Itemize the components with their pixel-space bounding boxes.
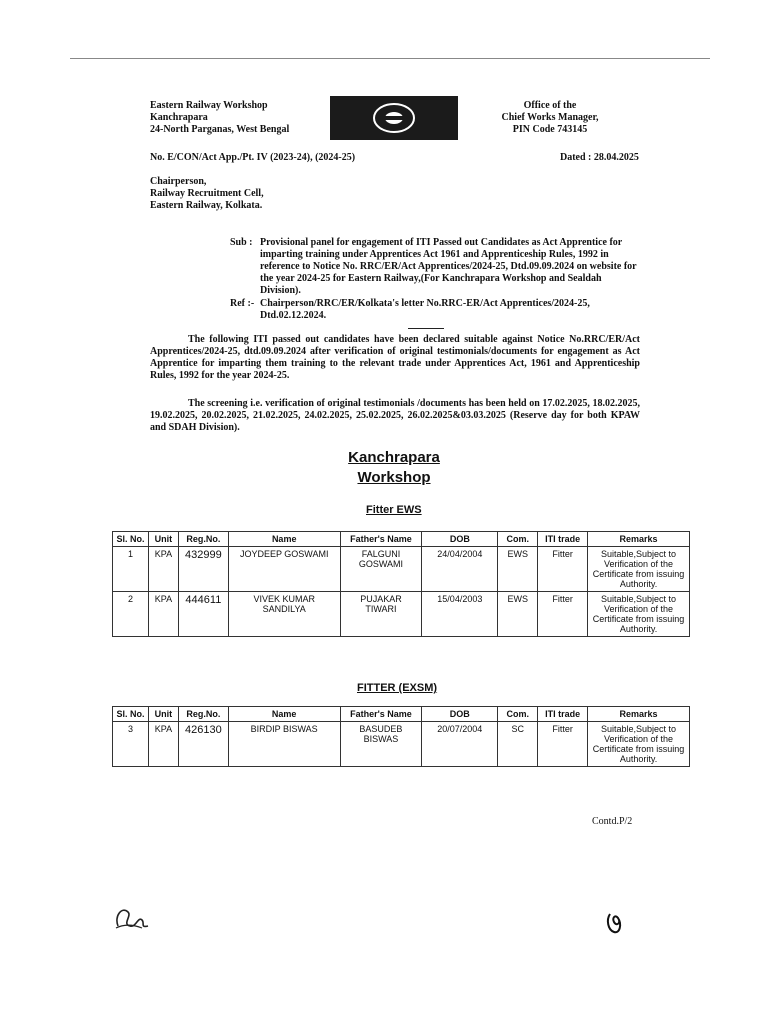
column-header: DOB [422, 532, 498, 547]
candidate-table-fitter-ews [112, 531, 690, 637]
addressee-line: Eastern Railway, Kolkata. [150, 200, 263, 211]
office-line: PIN Code 743145 [512, 124, 588, 135]
column-header: Com. [498, 707, 538, 722]
table-cell: 15/04/2003 [422, 592, 498, 637]
table-cell: 444611 [178, 592, 228, 637]
office-address [500, 100, 600, 136]
subject-label: Sub : [230, 237, 253, 248]
table-cell: SC [498, 722, 538, 767]
table-row [113, 592, 690, 637]
office-line: Chief Works Manager, [501, 112, 599, 123]
column-header: Unit [148, 532, 178, 547]
table-cell: BIRDIP BISWAS [228, 722, 340, 767]
table-cell: VIVEK KUMAR SANDILYA [228, 592, 340, 637]
body-paragraph: The following ITI passed out candidates have been declared suitable against Notice No.RRC/ER/Act Apprentices/2024-25, dtd.09.09.2024 after verification of original testimonials/documents for engagement as Act Apprentice for imparting them training to the relevant trade under Apprentices Act, 1961 and Apprenticeship Rules, 1992 for the year 2024-25. [150, 334, 640, 381]
table-title-fitter-exsm: FITTER (EXSM) [357, 682, 438, 694]
table-row [113, 722, 690, 767]
divider [408, 328, 444, 329]
table-cell: Fitter [538, 722, 588, 767]
scan-top-line [70, 58, 710, 59]
continued-note: Contd.P/2 [592, 816, 633, 827]
office-line: Office of the [523, 100, 577, 111]
column-header: Remarks [588, 707, 690, 722]
column-header: Unit [148, 707, 178, 722]
addressee-line: Chairperson, [150, 176, 207, 187]
candidate-table-fitter-exsm [112, 706, 690, 767]
column-header: Reg.No. [178, 707, 228, 722]
workshop-address [150, 100, 289, 136]
section-title [284, 448, 504, 488]
address-line: Kanchrapara [150, 112, 208, 123]
table-cell: 24/04/2004 [422, 547, 498, 592]
column-header: Com. [498, 532, 538, 547]
signature-left [112, 902, 152, 937]
column-header: Father's Name [340, 532, 422, 547]
screening-paragraph: The screening i.e. verification of original testimonials /documents has been held on 17.02.2025, 18.02.2025, 19.02.2025, 20.02.2025, 21.02.2025, 24.02.2025, 25.02.2025, 26.02.2025&03.03.2025 (Reserve day for both KPAW and SDAH Division). [150, 398, 640, 433]
table-cell: JOYDEEP GOSWAMI [228, 547, 340, 592]
table-cell: Suitable,Subject to Verification of the Certificate from issuing Authority. [588, 592, 690, 637]
column-header: Reg.No. [178, 532, 228, 547]
table-cell: 1 [113, 547, 149, 592]
letter-reference-number: No. E/CON/Act App./Pt. IV (2023-24), (2024-25) [150, 152, 356, 163]
column-header: ITI trade [538, 532, 588, 547]
column-header: Sl. No. [113, 532, 149, 547]
table-cell: 426130 [178, 722, 228, 767]
table-cell: BASUDEB BISWAS [340, 722, 422, 767]
table-title-fitter-ews: Fitter EWS [366, 504, 422, 516]
address-line: 24-North Parganas, West Bengal [150, 124, 290, 135]
table-header-row [113, 707, 690, 722]
table-cell: KPA [148, 592, 178, 637]
table-header-row [113, 532, 690, 547]
reference-label: Ref :- [230, 298, 255, 309]
table-cell: FALGUNI GOSWAMI [340, 547, 422, 592]
section-title-line: Kanchrapara [348, 449, 440, 466]
table-row [113, 547, 690, 592]
addressee [150, 176, 264, 212]
table-cell: KPA [148, 547, 178, 592]
column-header: DOB [422, 707, 498, 722]
railway-logo [330, 96, 458, 140]
table-cell: Fitter [538, 592, 588, 637]
table-cell: KPA [148, 722, 178, 767]
table-cell: 432999 [178, 547, 228, 592]
column-header: ITI trade [538, 707, 588, 722]
reference-text: Chairperson/RRC/ER/Kolkata's letter No.RRC-ER/Act Apprentices/2024-25, Dtd.02.12.2024. [260, 298, 590, 321]
column-header: Father's Name [340, 707, 422, 722]
column-header: Name [228, 532, 340, 547]
table-cell: EWS [498, 592, 538, 637]
letter-date: Dated : 28.04.2025 [560, 152, 639, 163]
subject-text: Provisional panel for engagement of ITI Passed out Candidates as Act Apprentice for imparting training under Apprentices Act 1961 and Apprenticeship Rules, 1992 in reference to Notice No. RRC/ER/Act Apprentices/2024-25, Dtd.09.09.2024 on website for the year 2024-25 for Eastern Railway,(For Kanchrapara Workshop and Sealdah Division). [260, 237, 637, 296]
column-header: Remarks [588, 532, 690, 547]
column-header: Name [228, 707, 340, 722]
table-cell: Suitable,Subject to Verification of the Certificate from issuing Authority. [588, 722, 690, 767]
addressee-line: Railway Recruitment Cell, [150, 188, 264, 199]
address-line: Eastern Railway Workshop [150, 100, 268, 111]
table-cell: 2 [113, 592, 149, 637]
signature-right [604, 910, 626, 941]
section-title-line: Workshop [357, 469, 431, 486]
table-cell: Suitable,Subject to Verification of the Certificate from issuing Authority. [588, 547, 690, 592]
table-cell: EWS [498, 547, 538, 592]
table-cell: 3 [113, 722, 149, 767]
table-cell: PUJAKAR TIWARI [340, 592, 422, 637]
table-cell: Fitter [538, 547, 588, 592]
column-header: Sl. No. [113, 707, 149, 722]
table-cell: 20/07/2004 [422, 722, 498, 767]
